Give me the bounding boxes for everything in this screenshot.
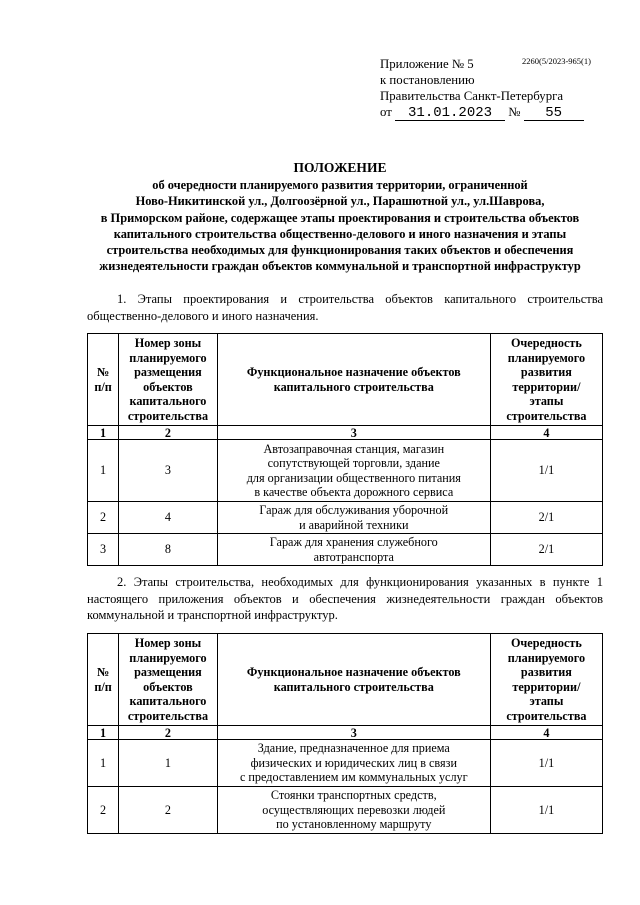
appendix-header (380, 56, 584, 121)
cell-number: 1 (88, 440, 119, 502)
cell-purpose: Гараж для хранения служебного автотранспорта (217, 534, 490, 566)
cell-zone: 3 (119, 440, 218, 502)
table-2 (87, 633, 603, 834)
cell-stage: 1/1 (490, 740, 602, 787)
cell-stage: 1/1 (490, 440, 602, 502)
cell-number: 3 (88, 534, 119, 566)
header-purpose: Функциональное назначение объектов капитального строительства (217, 334, 490, 426)
title-line: Ново-Никитинской ул., Долгоозёрной ул., Парашютной ул., ул.Шаврова, (135, 194, 545, 209)
cell-stage: 2/1 (490, 502, 602, 534)
from-label: от (380, 105, 392, 119)
column-number: 4 (490, 426, 602, 440)
cell-zone: 2 (119, 787, 218, 834)
section-1-content: 1. Этапы проектирования и строительства объектов капитального строительства общественно-делового и иного назначения. (87, 292, 603, 323)
cell-purpose: Стоянки транспортных средств, осуществляющих перевозки людей по установленному маршруту (217, 787, 490, 834)
cell-purpose: Автозаправочная станция, магазин сопутствующей торговли, здание для организации общественного питания в качестве объекта дорожного сервиса (217, 440, 490, 502)
header-zone: Номер зоны планируемого размещения объектов капитального строительства (119, 634, 218, 726)
column-number: 2 (119, 426, 218, 440)
column-number: 1 (88, 426, 119, 440)
table-header-row (88, 334, 603, 426)
title-line: об очередности планируемого развития территории, ограниченной (152, 178, 528, 193)
cell-purpose: Гараж для обслуживания уборочной и аварийной техники (217, 502, 490, 534)
header-stage: Очередность планируемого развития территории/ этапы строительства (490, 334, 602, 426)
document-code: 2260(5/2023-965(1) (522, 56, 591, 66)
table-row (88, 502, 603, 534)
header-purpose: Функциональное назначение объектов капитального строительства (217, 634, 490, 726)
table-row (88, 787, 603, 834)
appendix-line-2: к постановлению (380, 73, 475, 87)
column-number: 2 (119, 726, 218, 740)
header-zone: Номер зоны планируемого размещения объектов капитального строительства (119, 334, 218, 426)
number-sign: № (508, 105, 521, 119)
title-line: жизнедеятельности граждан объектов коммунальной и транспортной инфраструктур (99, 259, 581, 274)
section-2-content: 2. Этапы строительства, необходимых для функционирования указанных в пункте 1 настоящего приложения объектов и обеспечения жизнедеятельности граждан объектов коммунальной и транспортной инфраструктур. (87, 575, 603, 622)
document-title (60, 160, 620, 274)
cell-stage: 1/1 (490, 787, 602, 834)
cell-purpose: Здание, предназначенное для приема физических и юридических лиц в связи с предоставлением им коммунальных услуг (217, 740, 490, 787)
title-heading: ПОЛОЖЕНИЕ (293, 160, 387, 175)
resolution-number: 55 (524, 106, 584, 121)
cell-zone: 4 (119, 502, 218, 534)
table-row (88, 534, 603, 566)
table-row (88, 740, 603, 787)
column-number-row (88, 426, 603, 440)
section-2-text (87, 574, 603, 624)
column-number: 3 (217, 726, 490, 740)
title-line: капитального строительства общественно-делового и иного назначения и этапы (113, 226, 567, 241)
title-line: в Приморском районе, содержащее этапы проектирования и строительства объектов (100, 210, 580, 225)
cell-number: 1 (88, 740, 119, 787)
appendix-line-3: Правительства Санкт-Петербурга (380, 89, 564, 103)
header-stage: Очередность планируемого развития территории/ этапы строительства (490, 634, 602, 726)
cell-zone: 8 (119, 534, 218, 566)
resolution-date: 31.01.2023 (395, 106, 505, 121)
column-number: 4 (490, 726, 602, 740)
appendix-line-1: Приложение № 5 (380, 57, 474, 71)
cell-number: 2 (88, 787, 119, 834)
column-number: 3 (217, 426, 490, 440)
section-1-text (87, 291, 603, 324)
table-row (88, 440, 603, 502)
header-number: № п/п (88, 334, 119, 426)
cell-number: 2 (88, 502, 119, 534)
appendix-date-line (380, 104, 584, 121)
header-number: № п/п (88, 634, 119, 726)
title-line: строительства необходимых для функционирования таких объектов и обеспечения (106, 243, 574, 258)
column-number-row (88, 726, 603, 740)
cell-zone: 1 (119, 740, 218, 787)
table-1 (87, 333, 603, 566)
table-header-row (88, 634, 603, 726)
column-number: 1 (88, 726, 119, 740)
cell-stage: 2/1 (490, 534, 602, 566)
